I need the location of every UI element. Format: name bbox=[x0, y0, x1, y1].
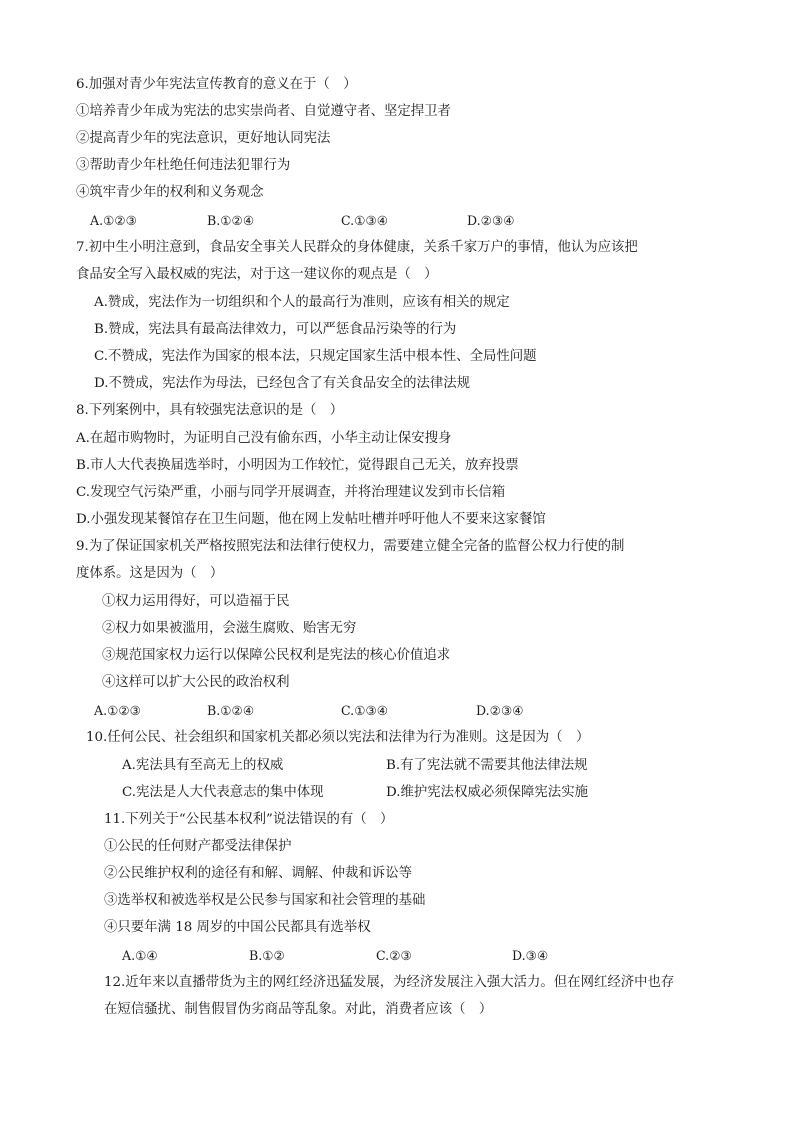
q11-item-4: ④只要年满 18 周岁的中国公民都具有选举权 bbox=[104, 920, 371, 935]
q9-stem-line-1: 9.为了保证国家机关严格按照宪法和法律行使权力，需要建立健全完备的监督公权力行使的制 bbox=[76, 539, 625, 554]
q8-option-d: D.小强发现某餐馆存在卫生问题，他在网上发帖吐槽并呼吁他人不要来这家餐馆 bbox=[76, 512, 546, 527]
q11-item-2: ②公民维护权利的途径有和解、调解、仲裁和诉讼等 bbox=[104, 866, 412, 881]
q6-item-1: ①培养青少年成为宪法的忠实崇尚者、自觉遵守者、坚定捍卫者 bbox=[76, 104, 451, 119]
q7-stem-line-1: 7.初中生小明注意到，食品安全事关人民群众的身体健康，关系千家万户的事情，他认为应该把 bbox=[76, 240, 638, 255]
q8-option-c: C.发现空气污染严重，小丽与同学开展调查，并将治理建议发到市长信箱 bbox=[76, 485, 506, 500]
q9-item-1: ①权力运用得好，可以造福于民 bbox=[102, 594, 290, 609]
q10-option-c: C.宪法是人大代表意志的集中体现 bbox=[122, 785, 324, 800]
q9-item-4: ④这样可以扩大公民的政治权利 bbox=[102, 675, 290, 690]
q7-option-c: C.不赞成，宪法作为国家的根本法，只规定国家生活中根本性、全局性问题 bbox=[94, 349, 537, 364]
q11-item-3: ③选举权和被选举权是公民参与国家和社会管理的基础 bbox=[104, 893, 426, 908]
q6-option-d: D.②③④ bbox=[467, 213, 515, 228]
q11-option-d: D.③④ bbox=[512, 948, 549, 963]
q7-option-a: A.赞成，宪法作为一切组织和个人的最高行为准则，应该有相关的规定 bbox=[94, 295, 510, 310]
q11-stem: 11.下列关于“公民基本权利”说法错误的有（ ） bbox=[104, 812, 394, 827]
q9-item-2: ②权力如果被滥用，会滋生腐败、贻害无穷 bbox=[102, 621, 357, 636]
q9-option-d: D.②③④ bbox=[476, 703, 524, 718]
q7-option-b: B.赞成，宪法具有最高法律效力，可以严惩食品污染等的行为 bbox=[94, 322, 457, 337]
q9-option-b: B.①②④ bbox=[207, 703, 255, 718]
q6-option-c: C.①③④ bbox=[341, 213, 389, 228]
q6-option-b: B.①②④ bbox=[207, 213, 255, 228]
q11-option-a: A.①④ bbox=[122, 948, 158, 963]
q10-option-b: B.有了宪法就不需要其他法律法规 bbox=[386, 758, 588, 773]
q6-option-a: A.①②③ bbox=[90, 213, 137, 228]
q9-item-3: ③规范国家权力运行以保障公民权利是宪法的核心价值追求 bbox=[102, 648, 451, 663]
q6-stem: 6.加强对青少年宪法宣传教育的意义在于（ ） bbox=[76, 77, 357, 92]
q6-item-3: ③帮助青少年杜绝任何违法犯罪行为 bbox=[76, 158, 291, 173]
q10-option-a: A.宪法具有至高无上的权威 bbox=[122, 758, 284, 773]
q10-option-d: D.维护宪法权威必须保障宪法实施 bbox=[386, 785, 588, 800]
q11-option-c: C.②③ bbox=[376, 948, 412, 963]
q8-option-a: A.在超市购物时，为证明自己没有偷东西，小华主动让保安搜身 bbox=[76, 431, 452, 446]
q6-item-2: ②提高青少年的宪法意识，更好地认同宪法 bbox=[76, 131, 331, 146]
q12-stem-line-1: 12.近年来以直播带货为主的网红经济迅猛发展，为经济发展注入强大活力。但在网红经济中也存 bbox=[104, 975, 675, 990]
q8-option-b: B.市人大代表换届选举时，小明因为工作较忙，觉得跟自己无关，放弃投票 bbox=[76, 458, 519, 473]
q7-stem-line-2: 食品安全写入最权威的宪法，对于这一建议你的观点是（ ） bbox=[76, 267, 438, 282]
q9-option-c: C.①③④ bbox=[341, 703, 389, 718]
q10-stem: 10.任何公民、社会组织和国家机关都必须以宪法和法律为行为准则。这是因为（ ） bbox=[86, 730, 590, 745]
q11-option-b: B.①② bbox=[249, 948, 285, 963]
q7-option-d: D.不赞成，宪法作为母法，已经包含了有关食品安全的法律法规 bbox=[94, 376, 471, 391]
q8-stem: 8.下列案例中，具有较强宪法意识的是（ ） bbox=[76, 403, 344, 418]
q11-item-1: ①公民的任何财产都受法律保护 bbox=[104, 839, 292, 854]
q9-stem-line-2: 度体系。这是因为（ ） bbox=[76, 566, 224, 581]
q6-item-4: ④筑牢青少年的权利和义务观念 bbox=[76, 185, 264, 200]
q12-stem-line-2: 在短信骚扰、制售假冒伪劣商品等乱象。对此，消费者应该（ ） bbox=[104, 1002, 493, 1017]
q9-option-a: A.①②③ bbox=[94, 703, 141, 718]
